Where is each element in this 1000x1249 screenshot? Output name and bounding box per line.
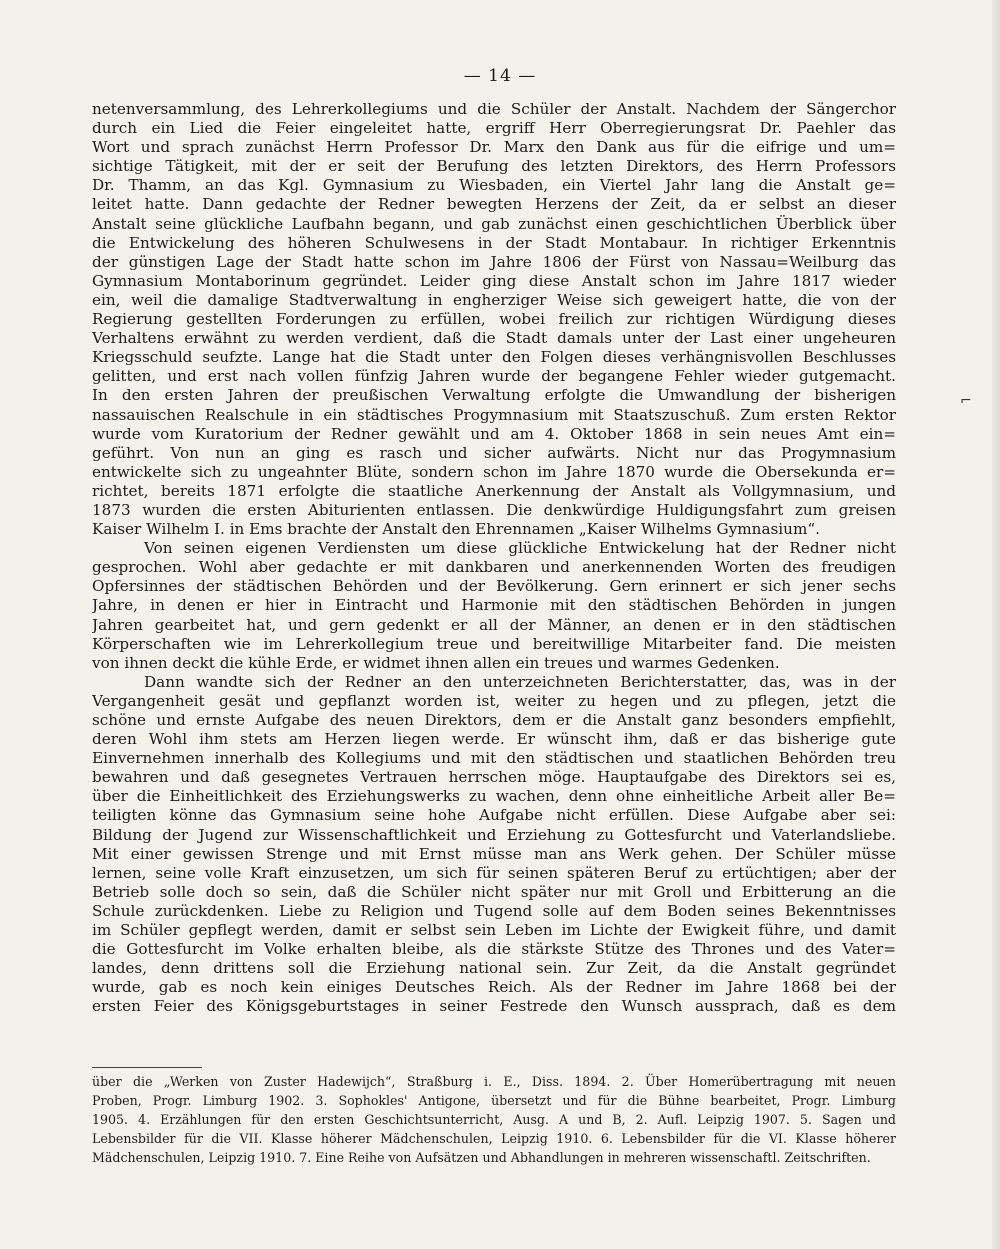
text-line: bewahren und daß gesegnetes Vertrauen herrschen möge. Hauptaufgabe des Direktors sei es, xyxy=(92,768,896,787)
page-edge-shadow xyxy=(992,0,1000,1249)
text-line: wurde, gab es noch kein einiges Deutsches Reich. Als der Redner im Jahre 1868 bei der xyxy=(92,978,896,997)
text-line: entwickelte sich zu ungeahnter Blüte, sondern schon im Jahre 1870 wurde die Obersekunda er= xyxy=(92,462,896,481)
text-line: teiligten könne das Gymnasium seine hohe Aufgabe nicht erfüllen. Diese Aufgabe aber sei: xyxy=(92,806,896,825)
text-line: netenversammlung, des Lehrerkollegiums und die Schüler der Anstalt. Nachdem der Sängerchor xyxy=(92,100,896,118)
text-line: Mit einer gewissen Strenge und mit Ernst müsse man ans Werk gehen. Der Schüler müsse xyxy=(92,844,896,863)
text-line: Gymnasium Montaborinum gegründet. Leider ging diese Anstalt schon im Jahre 1817 wieder xyxy=(92,271,896,290)
margin-mark: ⌐ xyxy=(960,393,972,409)
text-line: Regierung gestellten Forderungen zu erfüllen, wobei freilich zur richtigen Würdigung dieses xyxy=(92,310,896,329)
text-line: sichtige Tätigkeit, mit der er seit der Berufung des letzten Direktors, des Herrn Professors xyxy=(92,157,896,176)
text-line: Jahre, in denen er hier in Eintracht und Harmonie mit den städtischen Behörden in jungen xyxy=(92,596,896,615)
text-line: Anstalt seine glückliche Laufbahn begann, und gab zunächst einen geschichtlichen Überblick über xyxy=(92,214,896,233)
text-line: der günstigen Lage der Stadt hatte schon im Jahre 1806 der Fürst von Nassau=Weilburg das xyxy=(92,252,896,271)
footnote-line: 1905. 4. Erzählungen für den ersten Geschichtsunterricht, Ausg. A und B, 2. Aufl. Leipzig 1907. 5. Sagen und xyxy=(92,1112,896,1127)
text-line: Kaiser Wilhelm I. in Ems brachte der Anstalt den Ehrennamen „Kaiser Wilhelms Gymnasium“. xyxy=(92,520,820,539)
text-line: ein, weil die damalige Stadtverwaltung in engherziger Weise sich geweigert hatte, die von der xyxy=(92,290,896,309)
text-line: Wort und sprach zunächst Herrn Professor Dr. Marx den Dank aus für die eifrige und um= xyxy=(92,138,896,157)
footnote-rule xyxy=(92,1067,202,1068)
text-line: lernen, seine volle Kraft einzusetzen, um sich für seinen späteren Beruf zu ertüchtigen; aber der xyxy=(92,863,896,882)
footnote-line: Lebensbilder für die VII. Klasse höherer Mädchenschulen, Leipzig 1910. 6. Lebensbilder für die VI. Klasse höherer xyxy=(92,1131,896,1146)
text-line: Kriegsschuld seufzte. Lange hat die Stadt unter den Folgen dieses verhängnisvollen Beschlusses xyxy=(92,348,896,367)
text-line: richtet, bereits 1871 erfolgte die staatliche Anerkennung der Anstalt als Vollgymnasium, und xyxy=(92,481,896,500)
footnotes xyxy=(92,1072,896,1167)
text-line: Jahren gearbeitet hat, und gern gedenkt er all der Männer, an denen er in den städtischen xyxy=(92,615,896,634)
text-line: die Gottesfurcht im Volke erhalten bleibe, als die stärkste Stütze des Thrones und des Vater= xyxy=(92,940,896,959)
text-line: geführt. Von nun an ging es rasch und sicher aufwärts. Nicht nur das Progymnasium xyxy=(92,443,896,462)
text-line: nassauischen Realschule in ein städtisches Progymnasium mit Staatszuschuß. Zum ersten Rektor xyxy=(92,405,896,424)
text-line: deren Wohl ihm stets am Herzen liegen werde. Er wünscht ihm, daß er das bisherige gute xyxy=(92,730,896,749)
text-line: Körperschaften wie im Lehrerkollegium treue und bereitwillige Mitarbeiter fand. Die meisten xyxy=(92,634,896,653)
text-line: Verhaltens erwähnt zu werden verdient, daß die Stadt damals unter der Last einer ungeheuren xyxy=(92,329,896,348)
text-line: Betrieb solle doch so sein, daß die Schüler nicht später nur mit Groll und Erbitterung an die xyxy=(92,882,896,901)
text-line: Einvernehmen innerhalb des Kollegiums und mit den städtischen und staatlichen Behörden treu xyxy=(92,749,896,768)
text-line: 1873 wurden die ersten Abiturienten entlassen. Die denkwürdige Huldigungsfahrt zum greisen xyxy=(92,500,896,519)
text-line: von ihnen deckt die kühle Erde, er widmet ihnen allen ein treues und warmes Gedenken. xyxy=(92,653,780,672)
body-text xyxy=(92,100,896,1017)
text-line: leitet hatte. Dann gedachte der Redner bewegten Herzens der Zeit, da er selbst an dieser xyxy=(92,195,896,214)
text-line: Dann wandte sich der Redner an den unterzeichneten Berichterstatter, das, was in der xyxy=(144,672,896,691)
text-line: Dr. Thamm, an das Kgl. Gymnasium zu Wiesbaden, ein Viertel Jahr lang die Anstalt ge= xyxy=(92,176,896,195)
text-line: schöne und ernste Aufgabe des neuen Direktors, dem er die Anstalt ganz besonders empfiehlt, xyxy=(92,711,896,729)
footnote-line: über die „Werken von Zuster Hadewijch“, Straßburg i. E., Diss. 1894. 2. Über Homerübertragung mit neuen xyxy=(92,1074,896,1089)
text-line: über die Einheitlichkeit des Erziehungswerks zu wachen, denn ohne einheitliche Arbeit aller Be= xyxy=(92,787,896,806)
text-line: durch ein Lied die Feier eingeleitet hatte, ergriff Herr Oberregierungsrat Dr. Paehler das xyxy=(92,119,896,138)
text-line: Bildung der Jugend zur Wissenschaftlichkeit und Erziehung zu Gottesfurcht und Vaterlandsliebe. xyxy=(92,825,896,844)
text-line: im Schüler gepflegt werden, damit er selbst sein Leben im Lichte der Ewigkeit führe, und damit xyxy=(92,921,896,940)
page-number: — 14 — xyxy=(463,66,537,86)
text-line: gelitten, und erst nach vollen fünfzig Jahren wurde der begangene Fehler wieder gutgemacht. xyxy=(92,367,896,386)
text-line: Opfersinnes der städtischen Behörden und der Bevölkerung. Gern erinnert er sich jener sechs xyxy=(92,577,896,596)
footnote-line: Mädchenschulen, Leipzig 1910. 7. Eine Reihe von Aufsätzen und Abhandlungen in mehreren wissenschaftl. Zeitschriften. xyxy=(92,1150,871,1165)
text-line: wurde vom Kuratorium der Redner gewählt und am 4. Oktober 1868 in sein neues Amt ein= xyxy=(92,424,896,443)
text-line: In den ersten Jahren der preußischen Verwaltung erfolgte die Umwandlung der bisherigen xyxy=(92,386,896,405)
text-line: die Entwickelung des höheren Schulwesens in der Stadt Montabaur. In richtiger Erkenntnis xyxy=(92,233,896,252)
text-line: Von seinen eigenen Verdiensten um diese glückliche Entwickelung hat der Redner nicht xyxy=(144,539,896,558)
text-line: ersten Feier des Königsgeburtstages in seiner Festrede den Wunsch aussprach, daß es dem xyxy=(92,997,896,1016)
footnote-line: Proben, Progr. Limburg 1902. 3. Sophokles' Antigone, übersetzt und für die Bühne bearbeitet, Progr. Limburg xyxy=(92,1093,896,1108)
text-line: Vergangenheit gesät und gepflanzt worden ist, weiter zu hegen und zu pflegen, jetzt die xyxy=(92,691,896,710)
text-line: gesprochen. Wohl aber gedachte er mit dankbaren und anerkennenden Worten des freudigen xyxy=(92,558,896,577)
text-line: Schule zurückdenken. Liebe zu Religion und Tugend solle auf dem Boden seines Bekenntnisses xyxy=(92,901,896,920)
text-line: landes, denn drittens soll die Erziehung national sein. Zur Zeit, da die Anstalt gegründet xyxy=(92,959,896,978)
